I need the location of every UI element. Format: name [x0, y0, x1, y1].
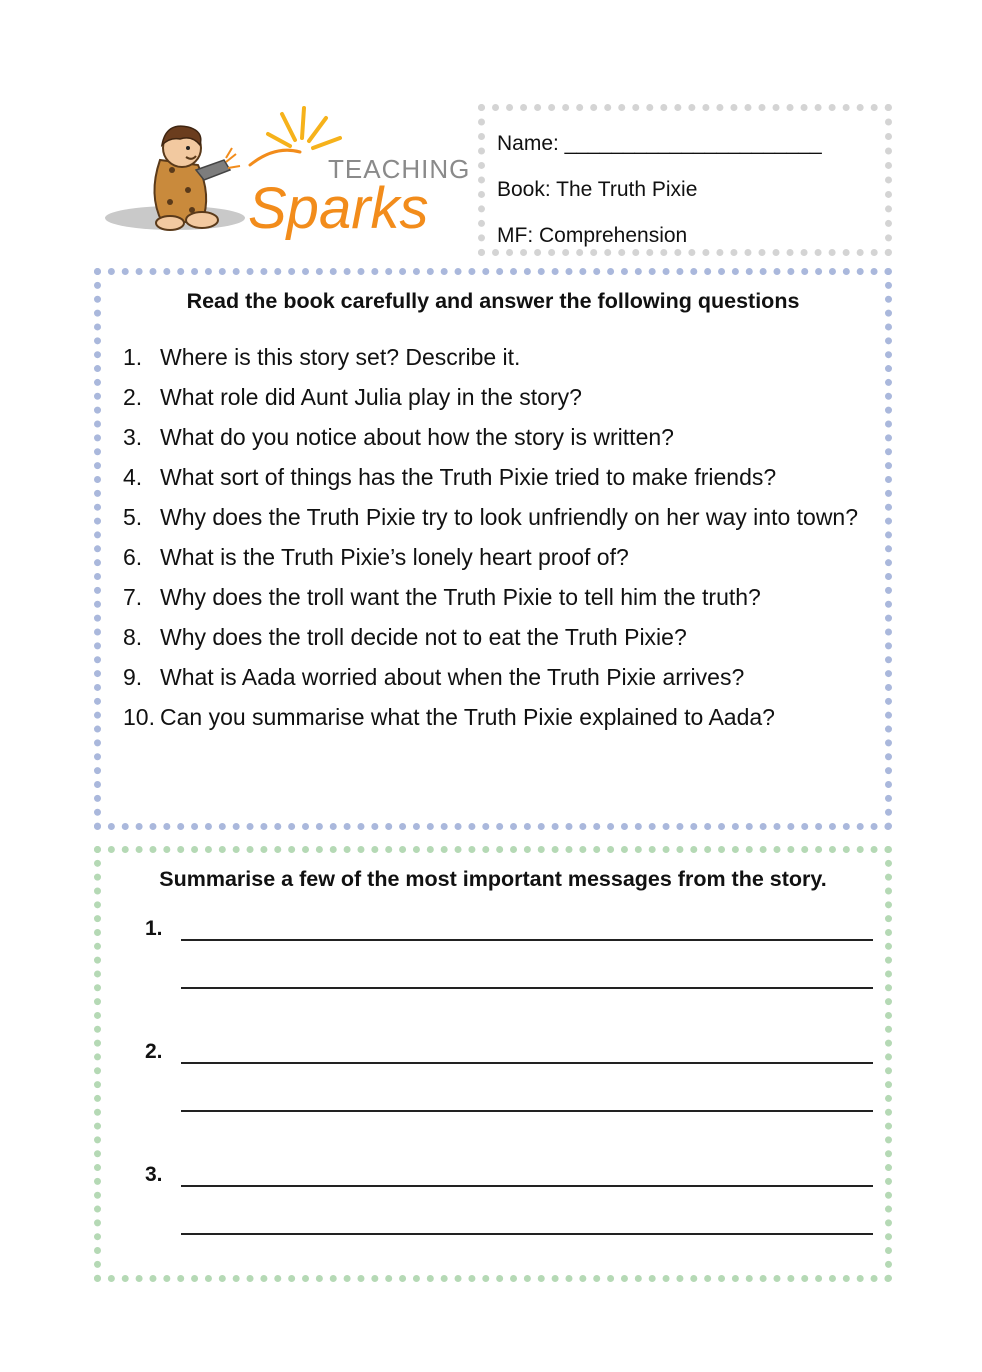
- question-item: [123, 537, 873, 577]
- question-text: What sort of things has the Truth Pixie tried to make friends?: [160, 464, 777, 490]
- logo-brand-bottom: Sparks: [248, 176, 429, 241]
- question-number: 6.: [123, 544, 143, 570]
- answer-line[interactable]: [181, 1185, 873, 1187]
- summary-number: 3.: [145, 1163, 163, 1186]
- questions-heading: Read the book carefully and answer the following questions: [186, 289, 800, 313]
- question-item: [123, 657, 873, 697]
- book-title: Book: The Truth Pixie: [497, 178, 698, 201]
- name-field[interactable]: Name: ______________________: [497, 132, 822, 155]
- question-text: Why does the Truth Pixie try to look unfriendly on her way into town?: [160, 504, 859, 530]
- question-text: Where is this story set? Describe it.: [160, 344, 521, 370]
- answer-line[interactable]: [181, 987, 873, 989]
- answer-line[interactable]: [181, 1233, 873, 1235]
- question-item: [123, 337, 873, 377]
- answer-line[interactable]: [181, 939, 873, 941]
- summary-number: 2.: [145, 1040, 163, 1063]
- spark-burst-icon: [250, 108, 340, 165]
- question-item: [123, 697, 873, 737]
- summary-number: 1.: [145, 917, 163, 940]
- mf-label: MF: Comprehension: [497, 224, 688, 247]
- answer-line[interactable]: [181, 1110, 873, 1112]
- answer-line[interactable]: [181, 1062, 873, 1064]
- questions-list: [123, 337, 873, 737]
- logo-brand-top: TEACHING: [328, 154, 470, 184]
- question-number: 3.: [123, 424, 143, 450]
- question-text: Can you summarise what the Truth Pixie explained to Aada?: [160, 704, 775, 730]
- question-text: Why does the troll want the Truth Pixie to tell him the truth?: [160, 584, 761, 610]
- question-item: [123, 417, 873, 457]
- logo-graphic: [100, 100, 470, 250]
- summary-box: [94, 846, 892, 1282]
- student-info-box: [478, 104, 892, 256]
- question-item: [123, 577, 873, 617]
- summary-heading: Summarise a few of the most important messages from the story.: [159, 867, 827, 891]
- teaching-sparks-logo: [100, 100, 470, 250]
- question-item: [123, 497, 873, 537]
- question-number: 8.: [123, 624, 143, 650]
- question-number: 7.: [123, 584, 143, 610]
- question-number: 2.: [123, 384, 143, 410]
- question-text: What is the Truth Pixie’s lonely heart proof of?: [160, 544, 629, 570]
- question-text: What is Aada worried about when the Truth Pixie arrives?: [160, 664, 745, 690]
- question-item: [123, 377, 873, 417]
- question-number: 5.: [123, 504, 143, 530]
- questions-box: [94, 268, 892, 830]
- question-number: 4.: [123, 464, 143, 490]
- question-text: What do you notice about how the story is written?: [160, 424, 674, 450]
- question-item: [123, 457, 873, 497]
- question-text: Why does the troll decide not to eat the Truth Pixie?: [160, 624, 687, 650]
- question-text: What role did Aunt Julia play in the story?: [160, 384, 582, 410]
- question-item: [123, 617, 873, 657]
- question-number: 1.: [123, 344, 143, 370]
- question-number: 10.: [123, 704, 155, 730]
- question-number: 9.: [123, 664, 143, 690]
